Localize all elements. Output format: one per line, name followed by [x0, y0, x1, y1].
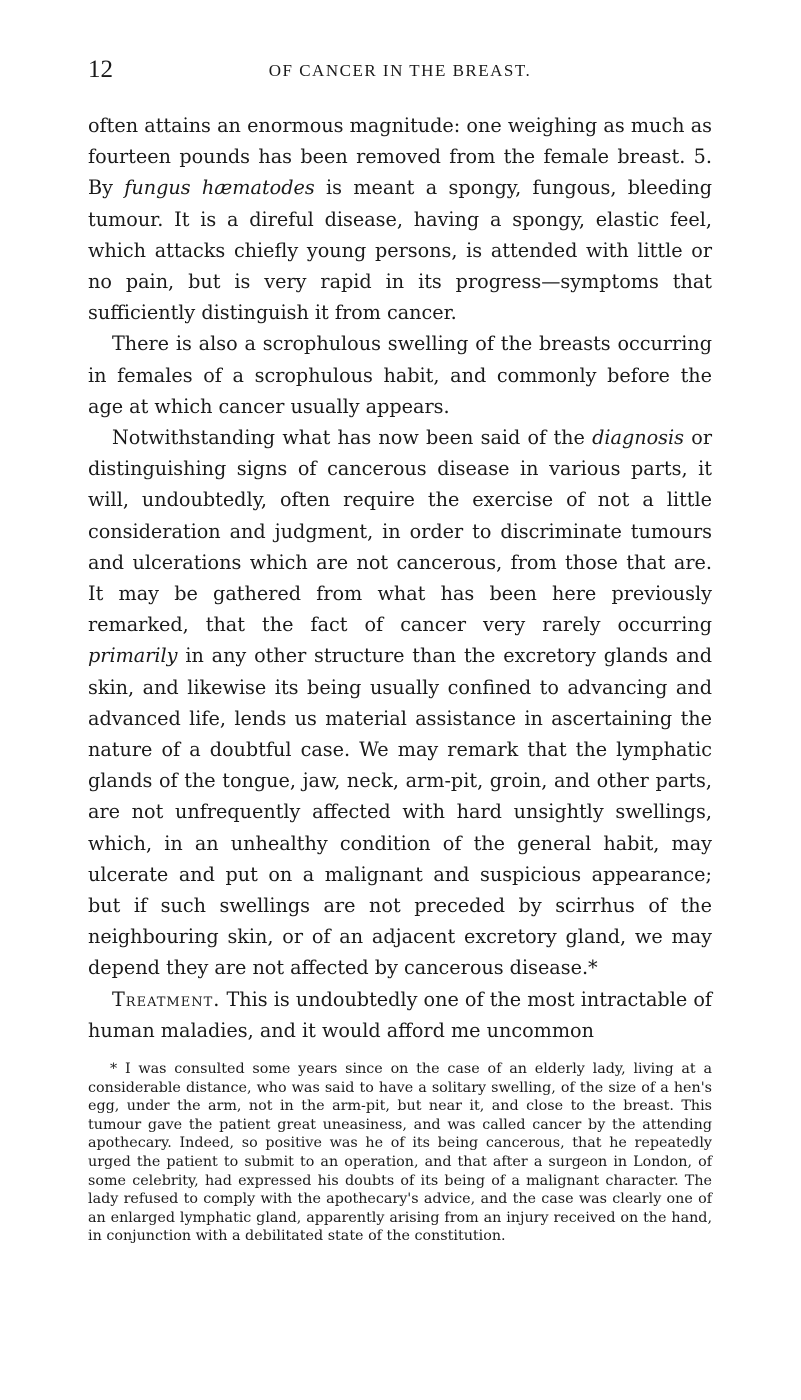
paragraph-text: This is undoubtedly one of the most intractable of human maladies, and it would afford me uncommon [88, 987, 712, 1042]
body-text [88, 110, 712, 1046]
paragraph-fungus-haematodes [88, 110, 712, 328]
paragraph-text: or distinguishing signs of cancerous disease in various parts, it will, undoubtedly, often require the exercise of not a little consideration and judgment, in order to discriminate tumours and ulcerations which are not cancerous, from those that are. It may be gathered from what has been here previously remarked, that the fact of cancer very rarely occurring [88, 426, 712, 637]
paragraph-treatment [88, 984, 712, 1046]
italic-term-primarily: primarily [88, 644, 178, 668]
book-page [88, 56, 712, 1260]
paragraph-text: Notwithstanding what has now been said of the [112, 426, 593, 450]
paragraph-text: in any other structure than the excretory glands and skin, and likewise its being usually confined to advancing and advanced life, lends us material assistance in ascertaining the nature of a doubtful case. We may remark that the lymphatic glands of the tongue, jaw, neck, arm-pit, groin, and other parts, are not unfrequently affected with hard unsightly swellings, which, in an unhealthy condition of the general habit, may ulcerate and put on a malignant and suspicious appearance; but if such swellings are not preceded by scirrhus of the neighbouring skin, or of an adjacent excretory gland, we may depend they are not affected by cancerous disease.* [88, 644, 712, 980]
paragraph-diagnosis [88, 422, 712, 984]
paragraph-scrophulous-swelling: There is also a scrophulous swelling of the breasts occurring in females of a scrophulous habit, and commonly before the age at which cancer usually appears. [88, 332, 712, 418]
paragraph-text: often attains an enormous magnitude: one weighing as much as fourteen pounds has been removed from the female breast. 5. By [88, 114, 712, 200]
footnote: * I was consulted some years since on the case of an elderly lady, living at a considerable distance, who was said to have a solitary swelling, of the size of a hen's egg, under the arm, not in the arm-pit, but near it, and close to the breast. This tumour gave the patient great uneasiness, and was called cancer by the attending apothecary. Indeed, so positive was he of its being cancerous, that he repeatedly urged the patient to submit to an operation, and that after a surgeon in London, of some celebrity, had expressed his doubts of its being of a malignant character. The lady refused to comply with the apothecary's advice, and the case was clearly one of an enlarged lymphatic gland, apparently arising from an injury received on the hand, in conjunction with a debilitated state of the constitution. [88, 1061, 712, 1245]
section-heading-treatment: Treatment. [112, 987, 221, 1011]
running-title: OF CANCER IN THE BREAST. [268, 61, 532, 80]
italic-term-diagnosis: diagnosis [592, 426, 685, 450]
page-number: 12 [88, 56, 113, 83]
running-head [88, 56, 712, 90]
italic-term-fungus-haematodes: fungus hæmatodes [124, 176, 315, 200]
paragraph-text: is meant a spongy, fungous, bleeding tumour. It is a direful disease, having a spongy, elastic feel, which attacks chiefly young persons, is attended with little or no pain, but is very rapid in its progress—symptoms that sufficiently distinguish it from cancer. [88, 176, 712, 325]
